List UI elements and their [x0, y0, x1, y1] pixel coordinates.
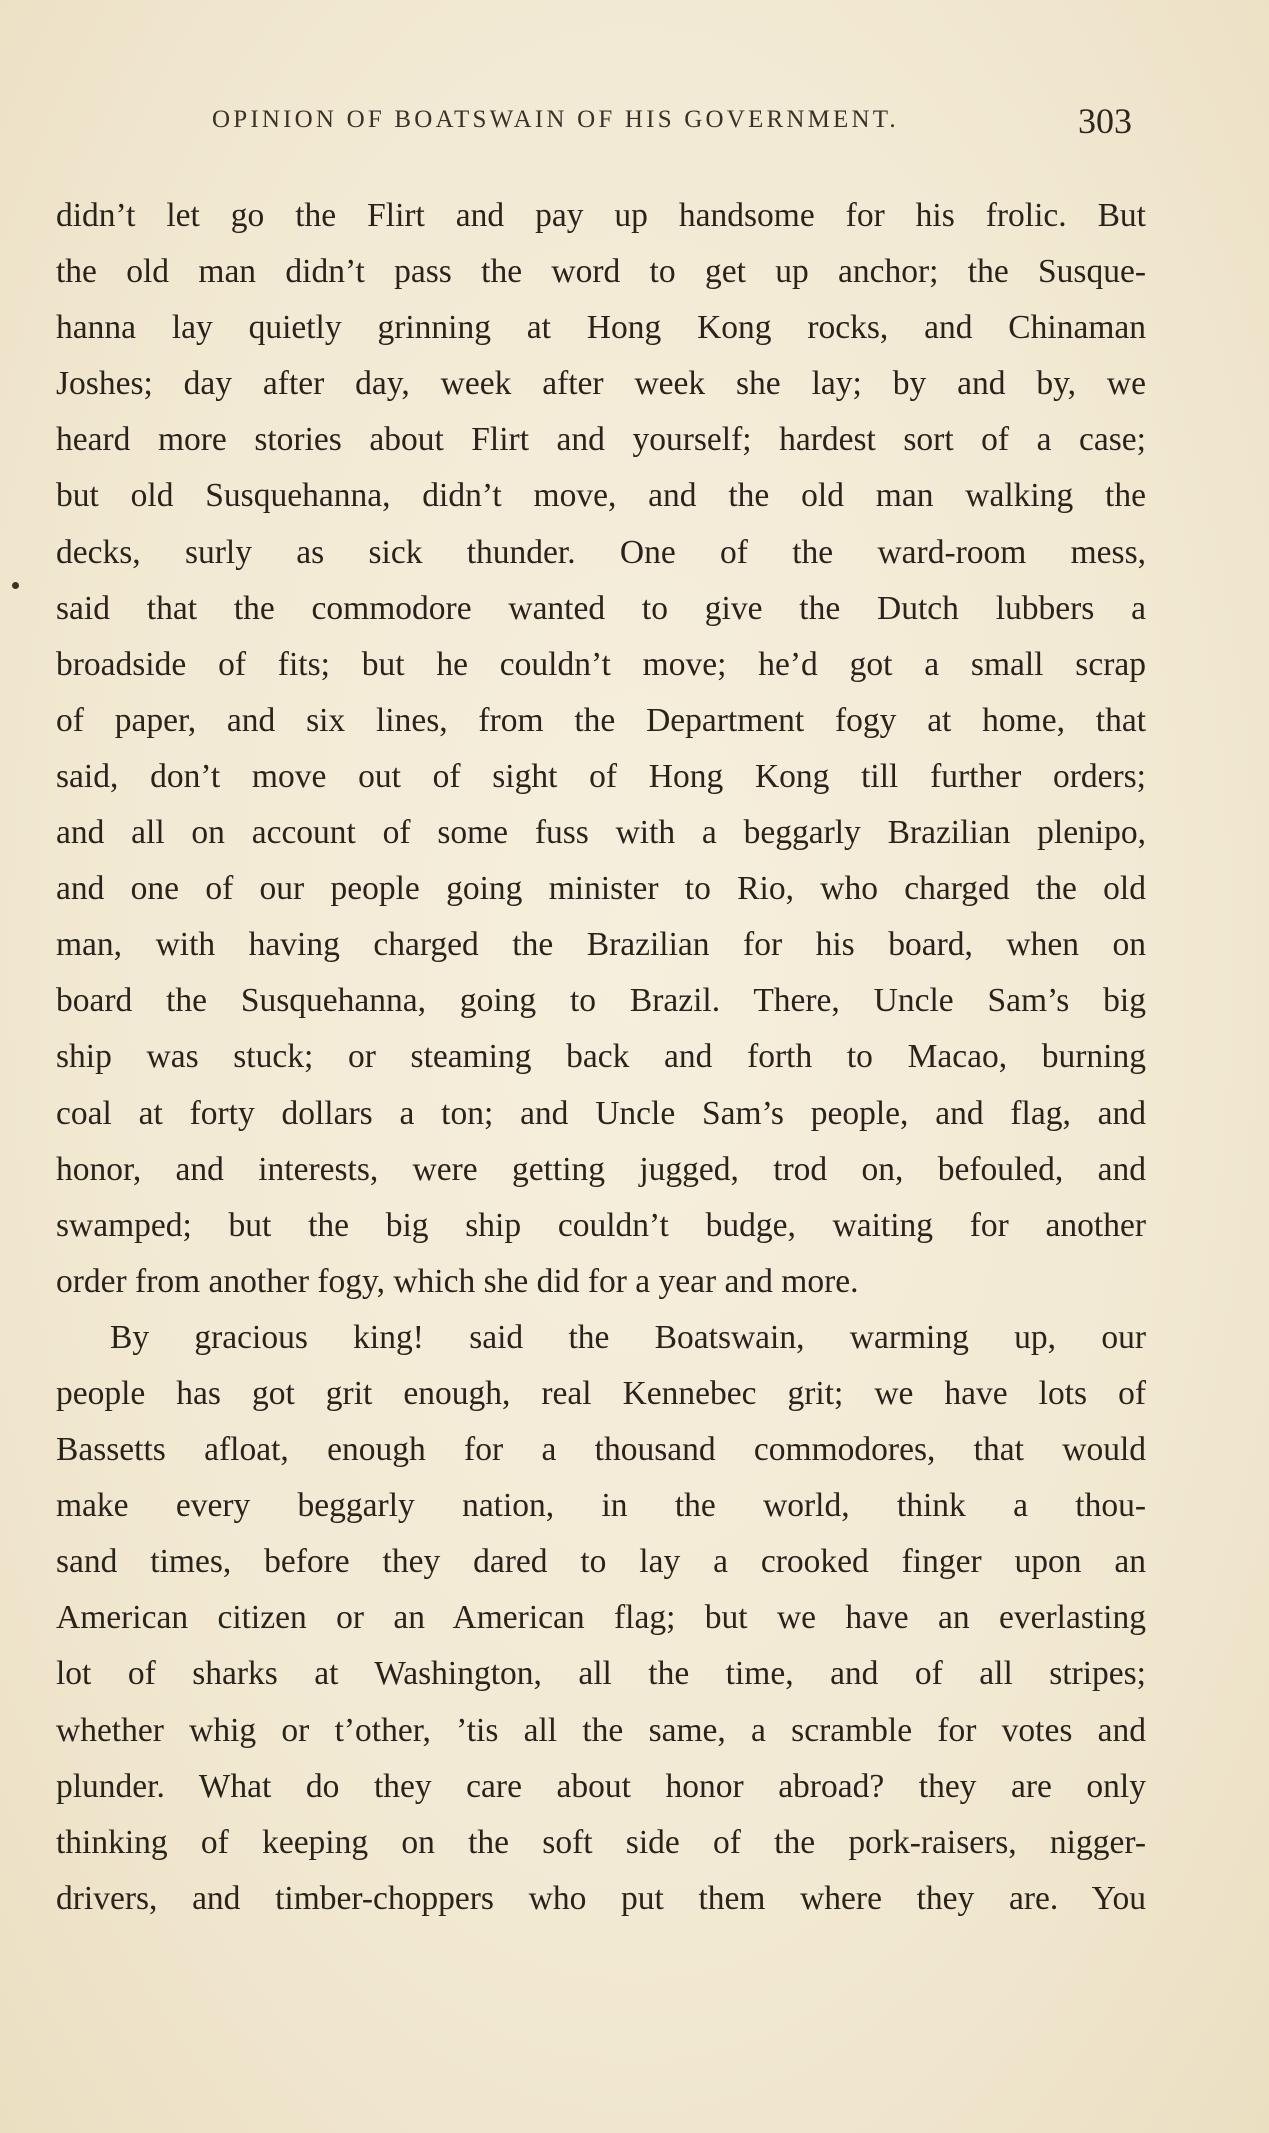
- text-line: said that the commodore wanted to give the Dutch lubbers a: [56, 589, 1146, 627]
- text-line: plunder. What do they care about honor abroad? they are only: [56, 1767, 1146, 1805]
- text-line: swamped; but the big ship couldn’t budge, waiting for another: [56, 1206, 1146, 1244]
- text-line: heard more stories about Flirt and yourself; hardest sort of a case;: [56, 421, 1146, 459]
- body-text: [56, 188, 1146, 1927]
- text-line: broadside of fits; but he couldn’t move; he’d got a small scrap: [56, 645, 1146, 683]
- text-line: of paper, and six lines, from the Department fogy at home, that: [56, 701, 1146, 739]
- paragraph-start-line: By gracious king! said the Boatswain, warming up, our: [110, 1318, 1146, 1356]
- text-line: board the Susquehanna, going to Brazil. There, Uncle Sam’s big: [56, 982, 1146, 1020]
- text-line: drivers, and timber-choppers who put them where they are. You: [56, 1879, 1146, 1917]
- text-line: and one of our people going minister to Rio, who charged the old: [56, 870, 1146, 908]
- text-line: honor, and interests, were getting jugged, trod on, befouled, and: [56, 1150, 1146, 1188]
- text-line: American citizen or an American flag; but we have an everlasting: [56, 1599, 1146, 1637]
- text-line: thinking of keeping on the soft side of the pork-raisers, nigger-: [56, 1823, 1146, 1861]
- text-line: coal at forty dollars a ton; and Uncle Sam’s people, and flag, and: [56, 1094, 1146, 1132]
- text-line: man, with having charged the Brazilian for his board, when on: [56, 926, 1146, 964]
- text-line: people has got grit enough, real Kennebec grit; we have lots of: [56, 1374, 1146, 1412]
- text-line: Bassetts afloat, enough for a thousand commodores, that would: [56, 1431, 1146, 1469]
- text-line: hanna lay quietly grinning at Hong Kong rocks, and Chinaman: [56, 309, 1146, 347]
- text-line: but old Susquehanna, didn’t move, and the old man walking the: [56, 477, 1146, 515]
- margin-ink-dot: [12, 582, 19, 589]
- text-line: make every beggarly nation, in the world, think a thou-: [56, 1487, 1146, 1525]
- text-line: the old man didn’t pass the word to get up anchor; the Susque-: [56, 253, 1146, 291]
- running-head: [212, 100, 1132, 144]
- text-line: ship was stuck; or steaming back and forth to Macao, burning: [56, 1038, 1146, 1076]
- text-line: and all on account of some fuss with a beggarly Brazilian plenipo,: [56, 814, 1146, 852]
- text-line: decks, surly as sick thunder. One of the ward-room mess,: [56, 533, 1146, 571]
- text-line: Joshes; day after day, week after week she lay; by and by, we: [56, 365, 1146, 403]
- paragraph-end-line: order from another fogy, which she did for a year and more.: [56, 1262, 859, 1300]
- text-line: said, don’t move out of sight of Hong Kong till further orders;: [56, 757, 1146, 795]
- running-title: OPINION OF BOATSWAIN OF HIS GOVERNMENT.: [212, 106, 899, 133]
- text-line: didn’t let go the Flirt and pay up handsome for his frolic. But: [56, 197, 1146, 234]
- text-line: sand times, before they dared to lay a crooked finger upon an: [56, 1543, 1146, 1581]
- text-line: whether whig or t’other, ’tis all the same, a scramble for votes and: [56, 1711, 1146, 1749]
- text-line: lot of sharks at Washington, all the time, and of all stripes;: [56, 1655, 1146, 1693]
- page-number: 303: [1078, 101, 1132, 141]
